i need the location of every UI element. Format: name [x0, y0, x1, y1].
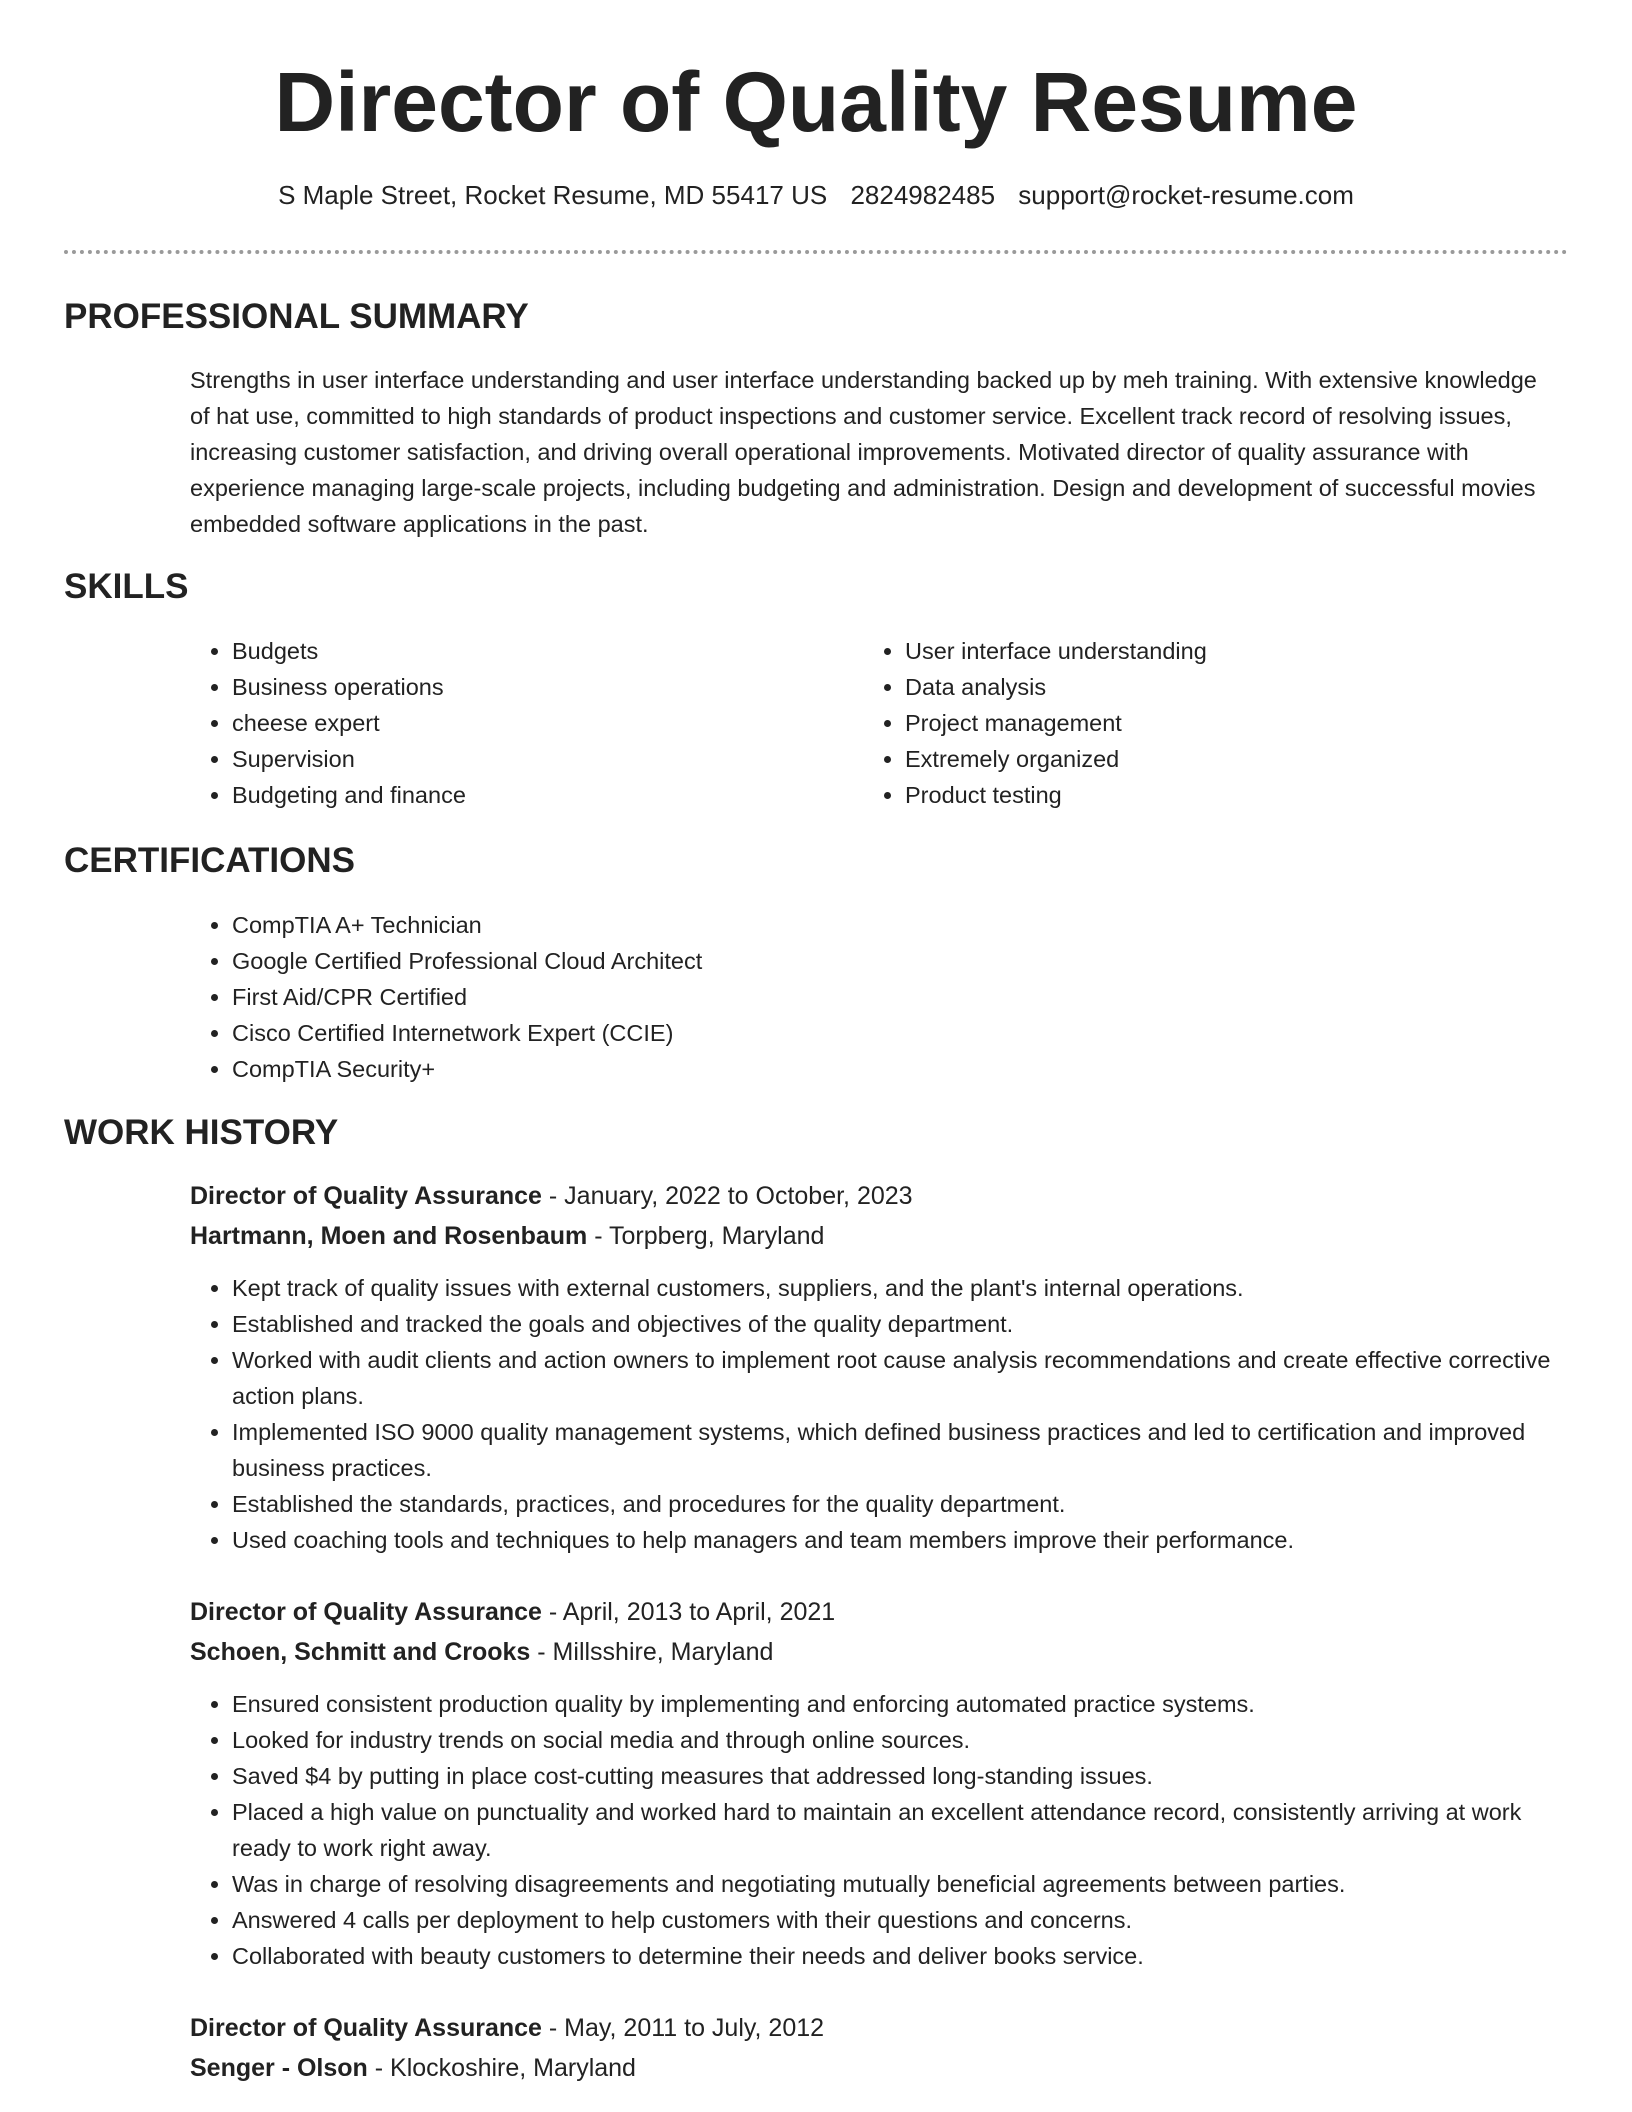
job-bullets	[188, 1270, 1582, 1558]
job-location: - Millsshire, Maryland	[530, 1638, 774, 1666]
job-bullet: • Placed a high value on punctuality and worked hard to maintain an excellent attendance record, consistently arriving at work ready to work right away.	[232, 1794, 1582, 1866]
skill-item: • Extremely organized	[905, 741, 1525, 777]
job-company: Senger - Olson	[190, 2054, 368, 2082]
job-bullet: • Looked for industry trends on social media and through online sources.	[232, 1722, 1582, 1758]
skill-item: • Project management	[905, 705, 1525, 741]
job-title: Director of Quality Assurance	[190, 1598, 542, 1626]
contact-phone: 2824982485	[850, 180, 996, 210]
certification-item: • CompTIA Security+	[232, 1051, 1532, 1087]
certifications-list	[188, 907, 1532, 1087]
job-bullet: • Worked with audit clients and action owners to implement root cause analysis recommendations and create effective corrective action plans.	[232, 1342, 1582, 1414]
section-title-work-history: WORK HISTORY	[64, 1113, 339, 1152]
job-company-line	[190, 1218, 824, 1254]
job-location: - Klockoshire, Maryland	[367, 2054, 636, 2082]
job-bullet: • Ensured consistent production quality by implementing and enforcing automated practice systems.	[232, 1686, 1582, 1722]
job-company: Schoen, Schmitt and Crooks	[190, 1638, 531, 1666]
skill-item: • User interface understanding	[905, 633, 1525, 669]
job-bullet: • Used coaching tools and techniques to help managers and team members improve their performance.	[232, 1522, 1582, 1558]
skill-item: • cheese expert	[232, 705, 852, 741]
job-bullet: • Established the standards, practices, and procedures for the quality department.	[232, 1486, 1582, 1522]
skill-item: • Product testing	[905, 777, 1525, 813]
job-company-line	[190, 2050, 636, 2086]
skills-list-left	[188, 633, 852, 813]
contact-address: S Maple Street, Rocket Resume, MD 55417 US	[278, 180, 828, 210]
job-dates: - April, 2013 to April, 2021	[541, 1598, 836, 1626]
job-bullet: • Established and tracked the goals and objectives of the quality department.	[232, 1306, 1582, 1342]
job-company: Hartmann, Moen and Rosenbaum	[190, 1222, 588, 1250]
job-dates: - May, 2011 to July, 2012	[541, 2014, 825, 2042]
job-bullets	[188, 1686, 1582, 1974]
section-title-skills: SKILLS	[64, 567, 189, 606]
header-divider	[64, 250, 1568, 254]
job-bullet: • Kept track of quality issues with external customers, suppliers, and the plant's internal operations.	[232, 1270, 1582, 1306]
skill-item: • Data analysis	[905, 669, 1525, 705]
job-title-line	[190, 1594, 835, 1630]
section-title-certifications: CERTIFICATIONS	[64, 841, 356, 880]
skill-item: • Supervision	[232, 741, 852, 777]
job-title: Director of Quality Assurance	[190, 1182, 542, 1210]
resume-title: Director of Quality Resume	[274, 55, 1358, 149]
job-title: Director of Quality Assurance	[190, 2014, 542, 2042]
summary-text: Strengths in user interface understanding and user interface understanding backed up by meh training. With extensive knowledge of hat use, committed to high standards of product inspections and customer service. Excellent track record of resolving issues, increasing customer satisfaction, and driving overall operational improvements. Motivated director of quality assurance with experience managing large-scale projects, including budgeting and administration. Design and development of successful movies embedded software applications in the past.	[190, 367, 1537, 537]
skill-item: • Budgeting and finance	[232, 777, 852, 813]
skills-list-right	[861, 633, 1525, 813]
job-bullet: • Implemented ISO 9000 quality management systems, which defined business practices and led to certification and improved business practices.	[232, 1414, 1582, 1486]
contact-line	[0, 180, 1632, 211]
job-location: - Torpberg, Maryland	[587, 1222, 825, 1250]
certification-item: • Cisco Certified Internetwork Expert (CCIE)	[232, 1015, 1532, 1051]
job-bullet: • Answered 4 calls per deployment to help customers with their questions and concerns.	[232, 1902, 1582, 1938]
job-title-line	[190, 2010, 824, 2046]
job-bullet: • Saved $4 by putting in place cost-cutting measures that addressed long-standing issues.	[232, 1758, 1582, 1794]
section-title-summary: PROFESSIONAL SUMMARY	[64, 297, 529, 336]
job-dates: - January, 2022 to October, 2023	[541, 1182, 913, 1210]
job-bullet: • Collaborated with beauty customers to determine their needs and deliver books service.	[232, 1938, 1582, 1974]
job-company-line	[190, 1634, 773, 1670]
job-bullet: • Was in charge of resolving disagreements and negotiating mutually beneficial agreements between parties.	[232, 1866, 1582, 1902]
certification-item: • Google Certified Professional Cloud Architect	[232, 943, 1532, 979]
certification-item: • First Aid/CPR Certified	[232, 979, 1532, 1015]
certification-item: • CompTIA A+ Technician	[232, 907, 1532, 943]
skill-item: • Budgets	[232, 633, 852, 669]
skill-item: • Business operations	[232, 669, 852, 705]
contact-email: support@rocket-resume.com	[1018, 180, 1354, 210]
job-title-line	[190, 1178, 913, 1214]
